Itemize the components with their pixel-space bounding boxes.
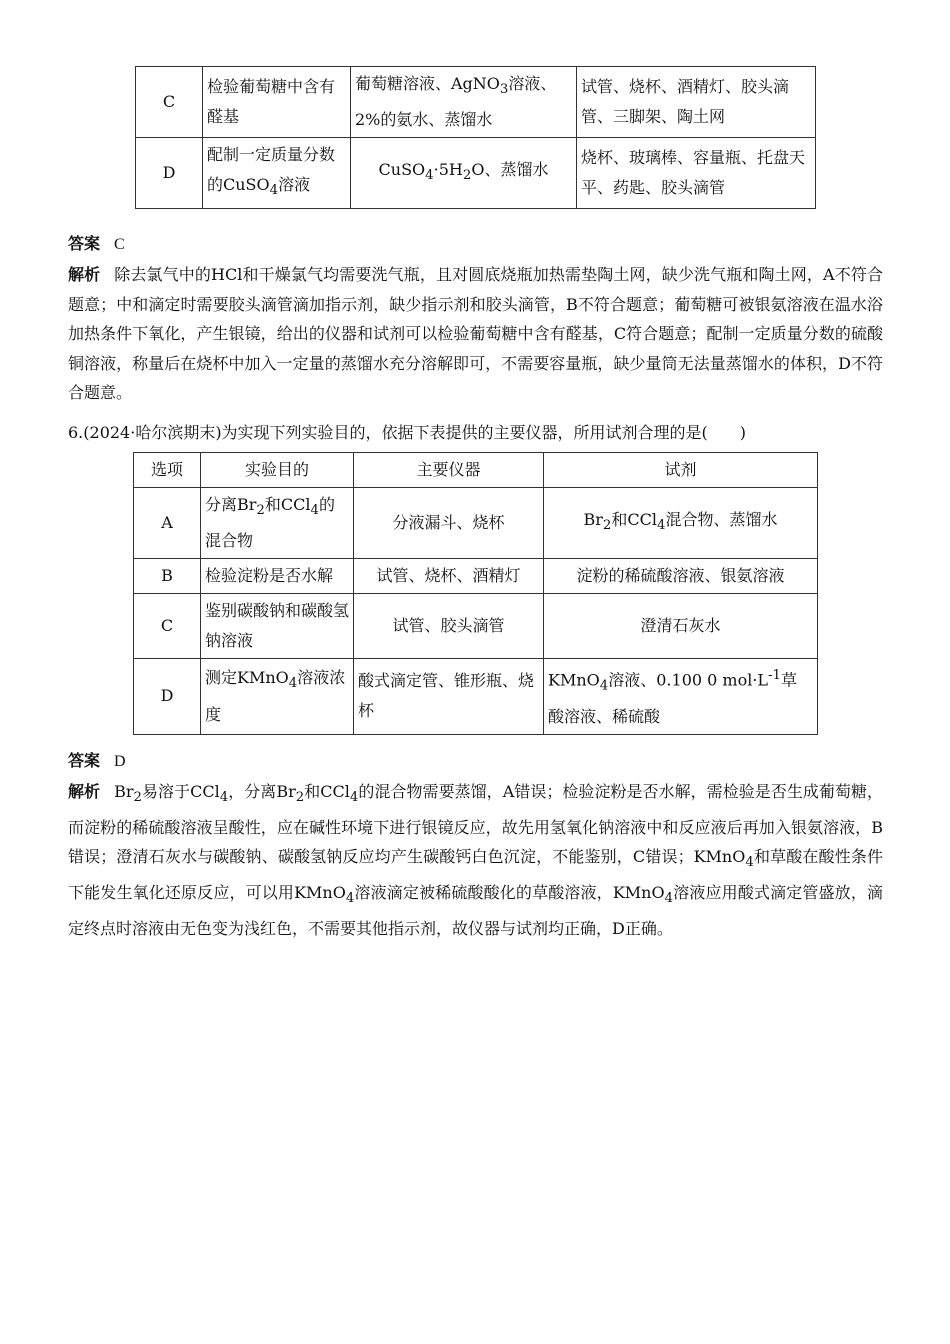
option-cell: A [134,488,201,559]
instruments-cell: 试管、烧杯、酒精灯 [354,559,544,594]
option-cell: C [134,594,201,659]
purpose-cell: 分离$Br_2$和CCl$_4$的混合物 [201,488,354,559]
table-row [134,559,818,594]
purpose-cell: 测定KMnO$_4$溶液浓度 [201,659,354,735]
instruments-cell: 烧杯、玻璃棒、容量瓶、托盘天平、药匙、胶头滴管 [577,138,816,209]
reagents-cell: $Br_2$和CCl$_4$混合物、蒸馏水 [544,488,818,559]
table-row [134,594,818,659]
instruments-cell: 试管、烧杯、酒精灯、胶头滴管、三脚架、陶土网 [577,67,816,138]
instruments-cell: 试管、胶头滴管 [354,594,544,659]
option-cell: D [134,659,201,735]
purpose-cell: 检验葡萄糖中含有醛基 [203,67,351,138]
reagents-cell: 葡萄糖溶液、AgNO$_3$溶液、2%的氨水、蒸馏水 [351,67,577,138]
q5-table [135,66,816,209]
answer-value: D [114,753,126,770]
analysis-label: 解析 [68,265,101,284]
answer-value: C [114,236,125,253]
purpose-cell: 配制一定质量分数的CuSO$_4$溶液 [203,138,351,209]
table-row [134,488,818,559]
option-cell: C [136,67,203,138]
option-cell: B [134,559,201,594]
instruments-cell: 分液漏斗、烧杯 [354,488,544,559]
table-row [136,138,816,209]
table-header-row [134,453,818,488]
table-row [136,67,816,138]
reagents-cell: 澄清石灰水 [544,594,818,659]
q5-analysis [68,260,883,408]
purpose-cell: 检验淀粉是否水解 [201,559,354,594]
answer-label: 答案 [68,234,101,253]
q6-answer [68,746,883,777]
answer-label: 答案 [68,751,101,770]
option-cell: D [136,138,203,209]
analysis-label: 解析 [68,782,101,801]
header-reagents: 试剂 [544,453,818,488]
q6-table [133,452,818,735]
q6-stem: 6.(2024·哈尔滨期末)为实现下列实验目的，依据下表提供的主要仪器，所用试剂合理的是( ) [68,423,747,442]
reagents-cell: KMnO$_4$溶液、0.100 0 $mol\cdot L^{-1}$草酸溶液、稀硫酸 [544,659,818,735]
analysis-text: 除去氯气中的HCl和干燥氯气均需要洗气瓶，且对圆底烧瓶加热需垫陶土网，缺少洗气瓶和陶土网，A不符合题意；中和滴定时需要胶头滴管滴加指示剂，缺少指示剂和胶头滴管，B不符合题意；葡萄糖可被银氨溶液在温水浴加热条件下氧化，产生银镜，给出的仪器和试剂可以检验葡萄糖中含有醛基，C符合题意；配制一定质量分数的硫酸铜溶液，称量后在烧杯中加入一定量的蒸馏水充分溶解即可，不需要容量瓶，缺少量筒无法量蒸馏水的体积，D不符合题意。 [68,265,883,402]
q5-answer [68,229,883,260]
reagents-cell: $CuSO_4\cdot 5H_2O$、蒸馏水 [351,138,577,209]
header-instruments: 主要仪器 [354,453,544,488]
reagents-cell: 淀粉的稀硫酸溶液、银氨溶液 [544,559,818,594]
table-row [134,659,818,735]
purpose-cell: 鉴别碳酸钠和碳酸氢钠溶液 [201,594,354,659]
analysis-text: $Br_2$易溶于CCl$_4$，分离$Br_2$和CCl$_4$的混合物需要蒸馏，A错误；检验淀粉是否水解，需检验是否生成葡萄糖，而淀粉的稀硫酸溶液呈酸性，应在碱性环境下进行银镜反应，故先用氢氧化钠溶液中和反应液后再加入银氨溶液，B错误；澄清石灰水与碳酸钠、碳酸氢钠反应均产生碳酸钙白色沉淀，不能鉴别，C错误；KMnO$_4$和草酸在酸性条件下能发生氧化还原反应，可以用KMnO$_4$溶液滴定被稀硫酸酸化的草酸溶液，KMnO$_4$溶液应用酸式滴定管盛放，滴定终点时溶液由无色变为浅红色，不需要其他指示剂，故仪器与试剂均正确，D正确。 [68,782,883,938]
q6-analysis [68,777,883,943]
header-option: 选项 [134,453,201,488]
instruments-cell: 酸式滴定管、锥形瓶、烧杯 [354,659,544,735]
header-purpose: 实验目的 [201,453,354,488]
